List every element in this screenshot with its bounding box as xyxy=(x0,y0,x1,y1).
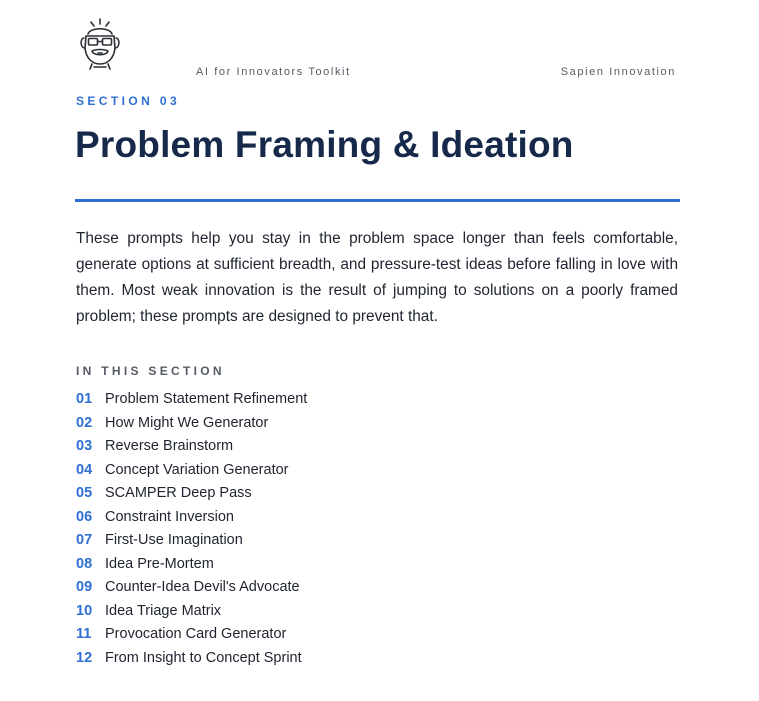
toc-heading: IN THIS SECTION xyxy=(76,364,225,378)
toc-item xyxy=(76,529,307,553)
toc-item-number: 02 xyxy=(76,414,93,431)
toc-item-label: First-Use Imagination xyxy=(105,532,243,548)
toc-item xyxy=(76,623,307,647)
toc-item xyxy=(76,553,307,577)
toc-item xyxy=(76,600,307,624)
page-title: Problem Framing & Ideation xyxy=(75,124,574,165)
title-divider xyxy=(75,199,680,202)
toc-item xyxy=(76,482,307,506)
toc-item-number: 06 xyxy=(76,508,93,525)
monkey-head-icon xyxy=(78,18,122,70)
toc-item-label: From Insight to Concept Sprint xyxy=(105,649,302,666)
toc-item-number: 08 xyxy=(76,555,93,572)
toc-item-label: Idea Pre-Mortem xyxy=(105,555,214,572)
toc-item-label: How Might We Generator xyxy=(105,414,269,431)
section-eyebrow: SECTION 03 xyxy=(76,94,181,108)
toolkit-name: AI for Innovators Toolkit xyxy=(196,66,351,78)
toc-item-number: 04 xyxy=(76,461,93,478)
brand-name: Sapien Innovation xyxy=(560,66,676,78)
toc-item-label: Reverse Brainstorm xyxy=(105,438,234,454)
toc-item-number: 03 xyxy=(76,438,93,454)
toc-item-number: 05 xyxy=(76,485,93,501)
toc-item-label: Provocation Card Generator xyxy=(105,626,287,642)
toc-item-label: SCAMPER Deep Pass xyxy=(105,485,252,501)
toc-item xyxy=(76,388,307,412)
toc-item xyxy=(76,435,307,459)
toc-item-label: Concept Variation Generator xyxy=(105,461,289,478)
toc-item-number: 07 xyxy=(76,532,93,548)
toc-item-number: 12 xyxy=(76,649,93,666)
toc-item xyxy=(76,506,307,530)
toc-item xyxy=(76,412,307,436)
toc-item-number: 01 xyxy=(76,391,93,407)
toc-item-label: Idea Triage Matrix xyxy=(105,602,222,619)
toc-list xyxy=(76,388,307,670)
intro-paragraph: These prompts help you stay in the problem space longer than feels comfortable, generate options at sufficient breadth, and pressure-test ideas before falling in love with them. Most weak innovation is the result of jumping to solutions on a poorly framed problem; these prompts are designed to prevent that. xyxy=(76,230,678,325)
toc-item xyxy=(76,576,307,600)
toc-item-label: Constraint Inversion xyxy=(105,508,234,525)
toc-item-label: Counter-Idea Devil's Advocate xyxy=(105,579,300,595)
toc-item xyxy=(76,647,307,671)
toc-item-number: 11 xyxy=(76,626,92,642)
toc-item-number: 09 xyxy=(76,579,93,595)
toc-item-label: Problem Statement Refinement xyxy=(105,391,308,407)
toc-item-number: 10 xyxy=(76,602,93,619)
toc-item xyxy=(76,459,307,483)
